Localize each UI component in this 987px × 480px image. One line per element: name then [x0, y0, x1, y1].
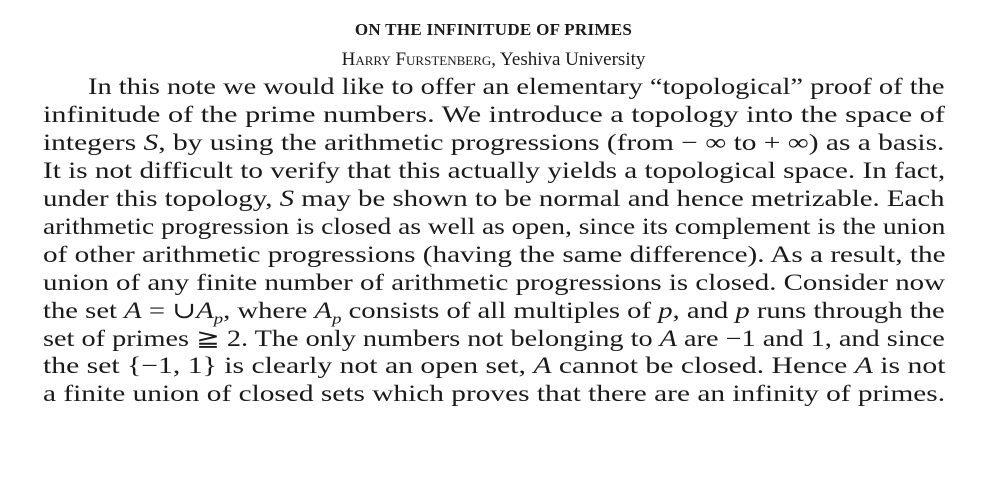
- text-line: [43, 102, 945, 128]
- paper-title: ON THE INFINITUDE OF PRIMES: [354, 20, 633, 39]
- text-line: [43, 353, 945, 379]
- text-run: arithmetic progression is closed as well as open, since its complement is the union: [43, 214, 946, 239]
- text-run: under this topology,: [43, 186, 280, 211]
- math-symbol: A: [124, 298, 142, 323]
- math-symbol: p: [735, 298, 750, 323]
- text-run: union of any finite number of arithmetic progressions is closed. Consider now: [43, 270, 945, 295]
- text-line: [43, 381, 945, 407]
- math-symbol: p: [213, 311, 224, 328]
- math-symbol: A: [533, 353, 552, 378]
- author-name: Harry Furstenberg: [341, 49, 492, 70]
- math-symbol: S: [279, 186, 295, 211]
- text-line: [43, 130, 944, 156]
- author-line: [0, 49, 987, 71]
- text-run: It is not difficult to verify that this actually yields a topological space. In fact,: [43, 158, 946, 183]
- text-run: set of primes ≧ 2. The only numbers not belonging to: [43, 326, 660, 351]
- author-affiliation: , Yeshiva University: [491, 49, 646, 70]
- text-run: In this note we would like to offer an elementary “topological” proof of the: [88, 74, 945, 99]
- text-run: runs through the: [749, 298, 945, 323]
- text-run: infinitude of the prime numbers. We introduce a topology into the space of: [43, 102, 945, 127]
- text-run: , where: [223, 298, 315, 323]
- math-symbol: S: [143, 130, 159, 155]
- text-line: [43, 270, 945, 296]
- math-symbol: A: [854, 353, 873, 378]
- text-run: = ∪: [141, 298, 197, 323]
- text-run: a finite union of closed sets which proves that there are an infinity of primes.: [43, 381, 946, 406]
- text-line: [88, 74, 944, 100]
- text-run: cannot be closed. Hence: [551, 353, 855, 378]
- math-symbol: A: [196, 298, 214, 323]
- math-symbol: A: [659, 326, 677, 351]
- text-line: [43, 242, 946, 268]
- text-run: of other arithmetic progressions (having the same difference). As a result, the: [43, 242, 946, 267]
- text-run: the set: [43, 298, 125, 323]
- text-line: [43, 158, 945, 184]
- text-line: [43, 326, 945, 352]
- text-run: , and: [672, 298, 736, 323]
- math-symbol: A: [314, 298, 333, 323]
- text-line: [43, 214, 945, 240]
- text-line: [43, 298, 945, 329]
- text-line: [43, 186, 945, 212]
- text-run: integers: [43, 130, 144, 155]
- math-symbol: p: [332, 311, 342, 328]
- text-run: consists of all multiples of: [341, 298, 659, 323]
- text-run: , by using the arithmetic progressions (from − ∞ to + ∞) as a basis.: [158, 130, 945, 155]
- text-run: is not: [872, 353, 946, 378]
- math-symbol: p: [658, 298, 673, 323]
- text-run: the set {−1, 1} is clearly not an open set,: [43, 353, 534, 378]
- text-run: are −1 and 1, and since: [676, 326, 945, 351]
- text-run: may be shown to be normal and hence metrizable. Each: [294, 186, 945, 211]
